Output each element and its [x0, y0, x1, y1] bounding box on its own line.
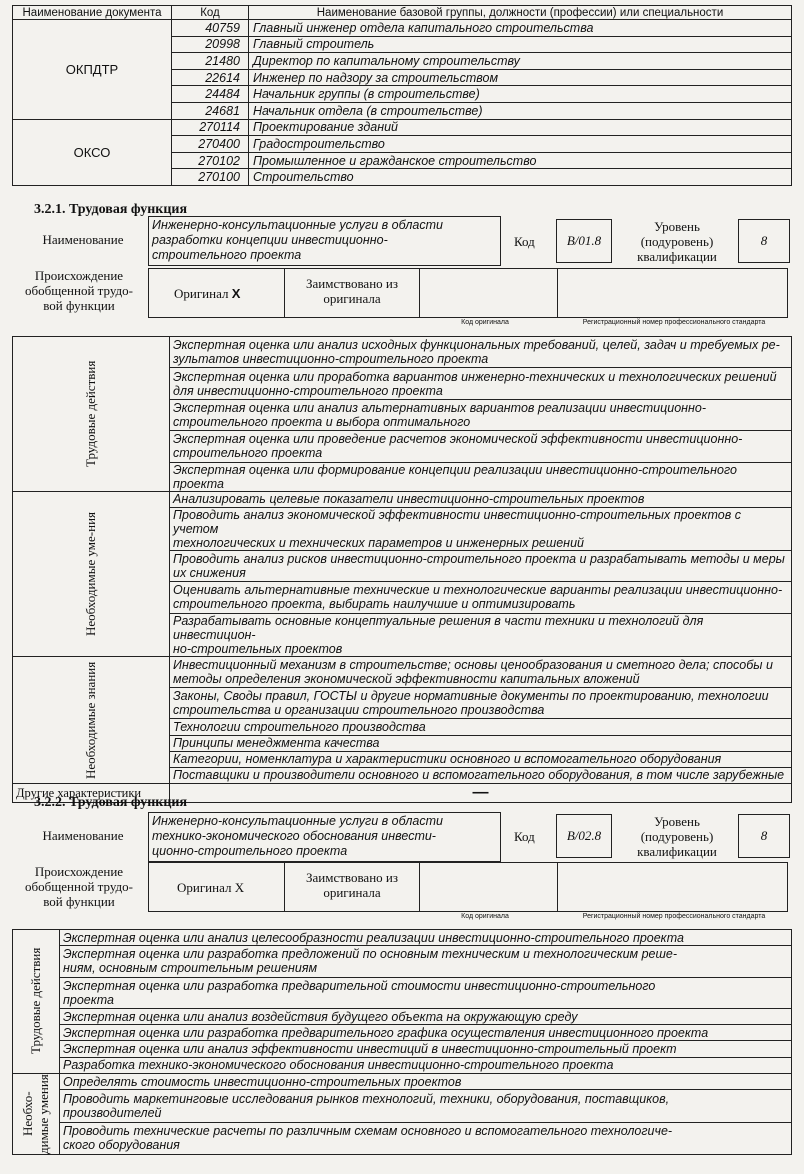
level-label-322 [622, 814, 732, 859]
item-line: Определять стоимость инвестиционно-строительных проектов [63, 1074, 462, 1089]
action-item [60, 1041, 792, 1057]
item-line: строительного проекта и выбора оптимального [173, 414, 471, 429]
item-line: Инвестиционный механизм в строительстве; основы ценообразования и сметного дела; способы и [173, 657, 773, 672]
classifier-name: Главный инженер отдела капитального строительства [249, 20, 792, 37]
action-row [13, 977, 792, 1008]
item-line: Законы, Своды правил, ГОСТЫ и другие нормативные документы по проектированию, технологии [173, 689, 769, 704]
action-item [60, 946, 792, 977]
name-value-line: разработки концепции инвестиционно- [152, 233, 388, 247]
reg-caption-322: Регистрационный номер профессионального стандарта [582, 913, 766, 920]
action-row [13, 337, 792, 368]
classifier-name: Директор по капитальному строительству [249, 53, 792, 70]
skill-item [170, 491, 792, 507]
classifier-name: Строительство [249, 169, 792, 186]
classifier-group-name: ОКСО [13, 119, 172, 185]
action-row [13, 946, 792, 977]
skill-item [60, 1073, 792, 1090]
code-orig-caption-322: Код оригинала [461, 913, 509, 920]
other-label: Другие характеристики [13, 784, 170, 803]
knowledge-item [170, 656, 792, 687]
classifier-code: 270114 [172, 119, 249, 136]
actions-label [13, 930, 60, 1074]
classifier-row [13, 20, 792, 37]
knowledge-item [170, 767, 792, 783]
borrowed-line: Заимствовано из [305, 276, 398, 291]
classifier-name: Главный строитель [249, 36, 792, 53]
borrowed-line: оригинала [323, 885, 381, 900]
skill-row [13, 1073, 792, 1090]
borrowed-line: оригинала [323, 291, 381, 306]
skills-label-text: Необхо-димые умения [20, 1073, 51, 1154]
knowledge-item [170, 751, 792, 767]
action-item [170, 431, 792, 462]
classifier-row [13, 119, 792, 136]
level-line: (подуровень) [640, 234, 714, 249]
function-322-table [12, 929, 792, 1155]
classifier-code: 24681 [172, 102, 249, 119]
level-line: (подуровень) [640, 829, 714, 844]
item-line: Экспертная оценка или разработка предложений по основным техническим и технологическим реше- [63, 947, 677, 962]
origin-box-321 [148, 268, 788, 318]
level-line: квалификации [637, 249, 717, 264]
header-document-name: Наименование документа [13, 6, 172, 20]
action-item [170, 399, 792, 430]
item-line: Категории, номенклатура и характеристики основного и вспомогательного оборудования [173, 752, 722, 767]
action-row [13, 1041, 792, 1057]
item-line: Технологии строительного производства [173, 719, 426, 734]
level-label-321 [622, 219, 732, 264]
borrowed-label-321 [285, 276, 419, 306]
code-orig-caption-321: Код оригинала [461, 319, 509, 326]
code-label-321: Код [514, 234, 535, 249]
classifier-code: 40759 [172, 20, 249, 37]
name-value-box-322 [148, 812, 501, 862]
level-value-321: 8 [738, 219, 790, 263]
level-line: квалификации [637, 844, 717, 859]
item-line: Экспертная оценка или формирование концепции реализации инвестиционно-строительного проекта [173, 462, 737, 491]
classifier-name: Начальник отдела (в строительстве) [249, 102, 792, 119]
borrowed-label-322 [285, 870, 419, 900]
actions-label-text: Трудовые действия [83, 360, 98, 467]
item-line: строительного проекта [173, 446, 323, 461]
classifier-group-name: ОКПДТР [13, 20, 172, 120]
name-value-line: Инженерно-консультационные услуги в области [152, 218, 443, 232]
classifier-name: Проектирование зданий [249, 119, 792, 136]
item-line: Экспертная оценка или разработка предварительной стоимости инвестиционно-строительного [63, 978, 656, 993]
action-item [60, 977, 792, 1008]
name-value-line: технико-экономического обоснования инвести- [152, 829, 436, 843]
name-label-322: Наименование [42, 828, 124, 843]
item-line: для инвестиционно-строительного проекта [173, 383, 443, 398]
action-item [170, 368, 792, 399]
item-line: Экспертная оценка или проработка вариантов инженерно-технических и технологических решений [173, 369, 777, 384]
other-value: — [170, 784, 792, 803]
item-line: производителей [63, 1105, 162, 1120]
level-line: Уровень [654, 814, 700, 829]
item-line: Принципы менеджмента качества [173, 736, 380, 751]
skill-row [13, 1122, 792, 1154]
origin-line: обобщенной трудо- [25, 283, 133, 298]
classifier-code: 270100 [172, 169, 249, 186]
name-label-321: Наименование [42, 232, 124, 247]
origin-box-322 [148, 862, 788, 912]
item-line: строительства и организации строительного производства [173, 703, 545, 718]
actions-label-text: Трудовые действия [28, 948, 43, 1055]
knowledge-item [170, 687, 792, 718]
action-item [170, 462, 792, 491]
level-line: Уровень [654, 219, 700, 234]
item-line: Экспертная оценка или анализ альтернативных вариантов реализации инвестиционно- [173, 400, 707, 415]
header-group-name: Наименование базовой группы, должности (профессии) или специальности [249, 6, 792, 20]
skill-item [170, 550, 792, 581]
classifier-name: Инженер по надзору за строительством [249, 69, 792, 86]
actions-label [13, 337, 170, 492]
skill-row [13, 491, 792, 507]
item-line: Разрабатывать основные концептуальные решения в части техники и технологий для инвестицион- [173, 613, 704, 642]
item-line: их снижения [173, 565, 246, 580]
skill-row [13, 1090, 792, 1122]
item-line: Анализировать целевые показатели инвестиционно-строительных проектов [173, 492, 645, 507]
level-value-322: 8 [738, 814, 790, 858]
origin-line: Происхождение [34, 864, 124, 879]
action-row [13, 1008, 792, 1024]
section-title-321: 3.2.1. Трудовая функция [34, 202, 188, 217]
original-label-321: Оригинал X [174, 286, 241, 301]
action-item [60, 1057, 792, 1073]
skills-label [13, 1073, 60, 1154]
item-line: Проводить технические расчеты по различным схемам основного и вспомогательного технологиче- [63, 1124, 673, 1139]
skill-item [60, 1090, 792, 1122]
item-line: методы определения экономической эффективности капитальных вложений [173, 671, 640, 686]
skills-label-text: Необходимые уме-ния [83, 511, 98, 636]
origin-line: вой функции [43, 894, 115, 909]
classifier-code: 270400 [172, 136, 249, 153]
action-item [170, 337, 792, 368]
item-line: Экспертная оценка или анализ воздействия будущего объекта на окружающую среду [63, 1009, 578, 1024]
action-row [13, 1025, 792, 1041]
knowledge-label [13, 656, 170, 784]
classifier-table [12, 5, 792, 186]
borrowed-line: Заимствовано из [305, 870, 398, 885]
item-line: Экспертная оценка или анализ исходных функциональных требований, целей, задач и требуемых ре- [173, 338, 780, 353]
action-row [13, 930, 792, 946]
item-line: Экспертная оценка или анализ эффективности инвестиций в инвестиционно-строительный проект [63, 1041, 677, 1056]
item-line: Экспертная оценка или проведение расчетов экономической эффективности инвестиционно- [173, 432, 743, 447]
name-value-line: строительного проекта [152, 248, 302, 262]
skill-item [170, 507, 792, 550]
original-label-322: Оригинал X [177, 880, 245, 895]
reg-caption-321: Регистрационный номер профессионального стандарта [582, 319, 766, 326]
classifier-name: Градостроительство [249, 136, 792, 153]
section-title-322: 3.2.2. Трудовая функция [34, 795, 188, 810]
item-line: Проводить анализ рисков инвестиционно-строительного проекта и разрабатывать методы и меры [173, 551, 785, 566]
item-line: Экспертная оценка или анализ целесообразности реализации инвестиционно-строительного проекта [63, 930, 684, 945]
knowledge-item [170, 719, 792, 735]
skills-label [13, 491, 170, 656]
knowledge-row [13, 656, 792, 687]
item-line: технологических и технических параметров и инженерных решений [173, 535, 584, 550]
knowledge-item [170, 735, 792, 751]
code-label-322: Код [514, 829, 535, 844]
name-value-line: Инженерно-консультационные услуги в области [152, 814, 443, 828]
skill-item [170, 613, 792, 656]
item-line: но-строительных проектов [173, 641, 343, 656]
item-line: проекта [63, 992, 115, 1007]
origin-label-322 [14, 864, 144, 909]
origin-line: Происхождение [34, 268, 124, 283]
skill-item [60, 1122, 792, 1154]
item-line: ского оборудования [63, 1138, 180, 1153]
origin-label-321 [14, 268, 144, 313]
action-item [60, 930, 792, 946]
item-line: Экспертная оценка или разработка предварительного графика осуществления инвестиционного проекта [63, 1025, 709, 1040]
origin-line: вой функции [43, 298, 115, 313]
action-item [60, 1025, 792, 1041]
item-line: Оценивать альтернативные технические и технологические варианты реализации инвестиционно- [173, 583, 783, 598]
code-value-322: B/02.8 [556, 814, 612, 858]
classifier-code: 21480 [172, 53, 249, 70]
item-line: Проводить анализ экономической эффективности инвестиционно-строительных проектов с учетом [173, 507, 741, 536]
item-line: зультатов инвестиционно-строительного проекта [173, 352, 489, 367]
classifier-code: 20998 [172, 36, 249, 53]
item-line: ниям, основным строительным решениям [63, 961, 318, 976]
item-line: Разработка технико-экономического обоснования инвестиционно-строительного проекта [63, 1058, 614, 1073]
item-line: Проводить маркетинговые исследования рынков технологий, техники, оборудования, поставщиков, [63, 1091, 670, 1106]
action-row [13, 1057, 792, 1073]
skill-item [170, 582, 792, 613]
classifier-name: Начальник группы (в строительстве) [249, 86, 792, 103]
knowledge-label-text: Необходимые знания [83, 661, 98, 779]
origin-line: обобщенной трудо- [25, 879, 133, 894]
classifier-name: Промышленное и гражданское строительство [249, 152, 792, 169]
item-line: строительного проекта, выбирать наилучшие и оптимизировать [173, 597, 576, 612]
classifier-code: 24484 [172, 86, 249, 103]
action-item [60, 1008, 792, 1024]
name-value-line: ционно-строительного проекта [152, 844, 348, 858]
classifier-code: 22614 [172, 69, 249, 86]
item-line: Поставщики и производители основного и вспомогательного оборудования, в том числе зарубежные [173, 768, 785, 783]
name-value-box-321 [148, 216, 501, 266]
function-321-table [12, 336, 792, 803]
classifier-code: 270102 [172, 152, 249, 169]
code-value-321: B/01.8 [556, 219, 612, 263]
header-code: Код [172, 6, 249, 20]
